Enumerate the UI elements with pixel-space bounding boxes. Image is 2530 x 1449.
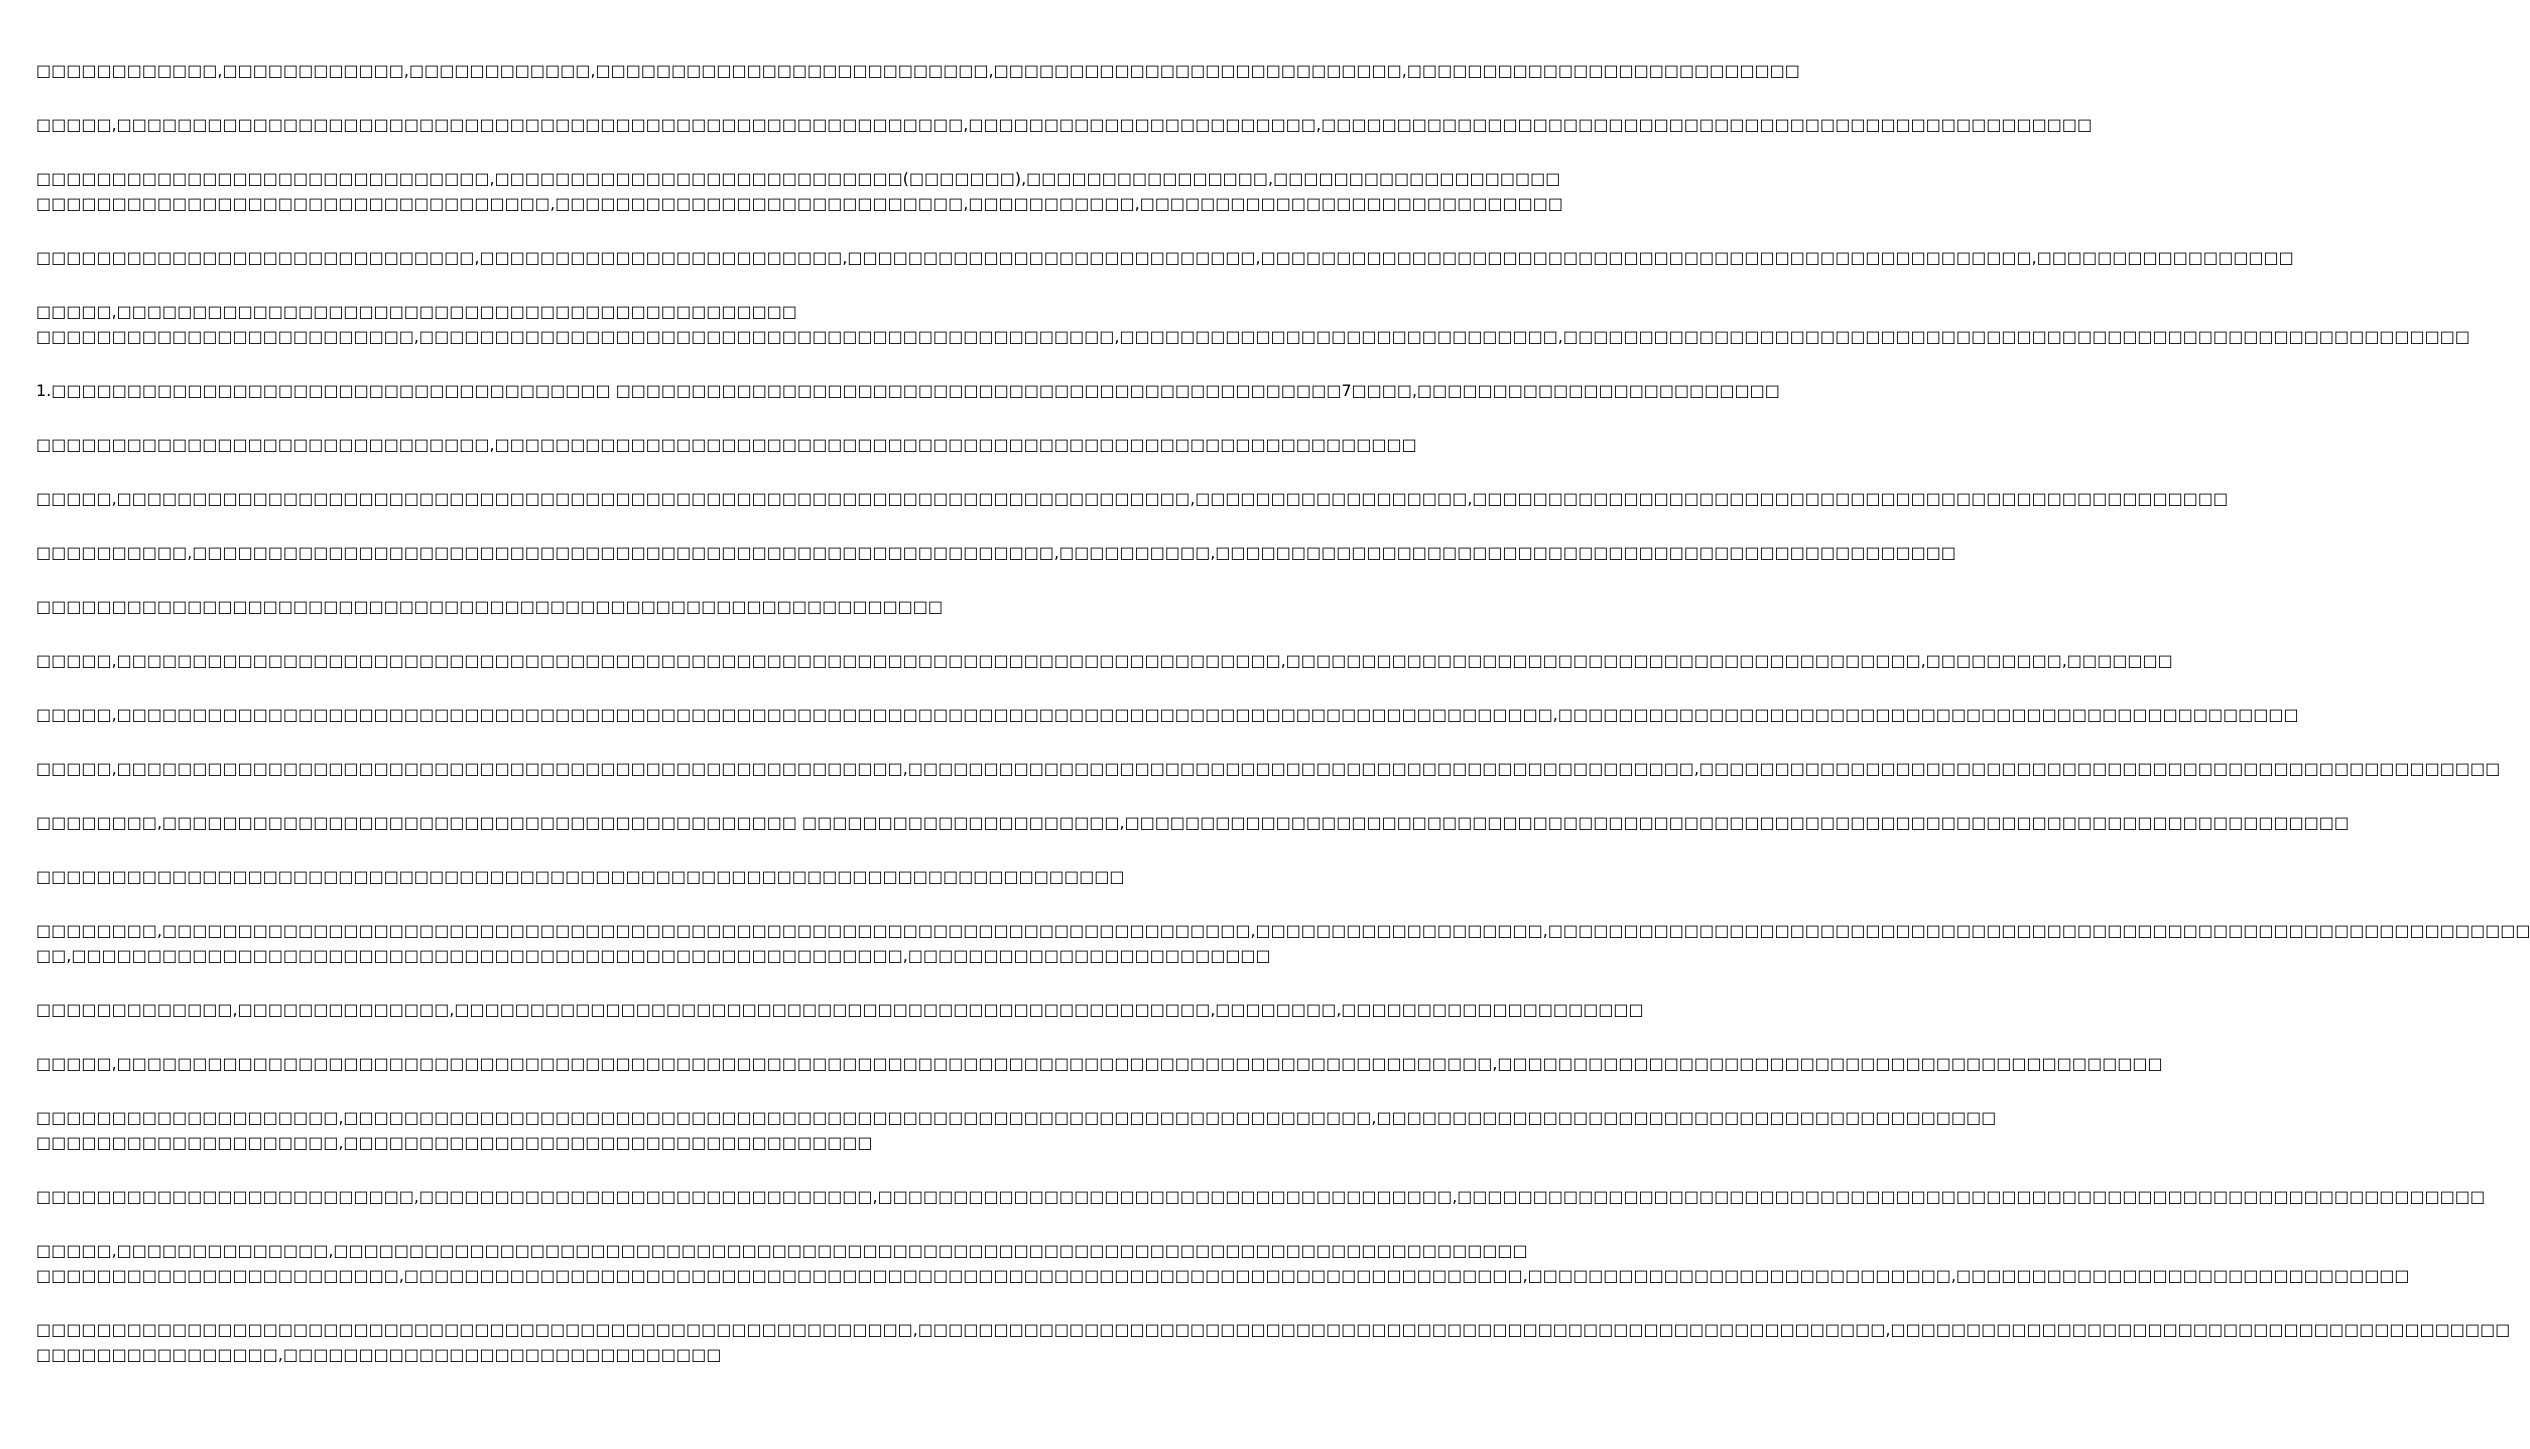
paragraph (36, 810, 2350, 835)
document-body (36, 58, 2530, 1396)
paragraph-line: □□□□□□□□□□□□□□□□□□□□□□□□□□□□□,□□□□□□□□□□□□□□□□□□□□□□□□,□□□□□□□□□□□□□□□□□□□□□□□□□□□,□□□□□□□□□□□□□□□□□□□□□□□□□□□□□□□□□□□□□□□□□□□□□□□□□□□,□□□□□□□□□□□□□□□□□ (36, 248, 2294, 267)
paragraph (36, 594, 990, 619)
paragraph (36, 540, 1957, 565)
paragraph-line: □□□□□□□□□□□□□□□□□□□□,□□□□□□□□□□□□□□□□□□□□□□□□□□□□□□□□□□□□□□□□□□□□□□□□□□□□□□□□□□□□□□□□□□□□,□□□□□□□□□□□□□□□□□□□□□□□□□□□□□□□□□□□□□□□□□ (36, 1108, 1997, 1127)
paragraph-line: □□□□□□□□□□□□□□□□□□□□□□□□,□□□□□□□□□□□□□□□□□□□□□□□□□□□□□□□□□□□□□□□□□□□□□□□□□□□□□□□□□□□□□□□□□□□□□□□□□□,□□□□□□□□□□□□□□□□□□□□□□□□□□□□,□□□□□□□□□□□□□□□□□□□□□□□□□□□□□□ (36, 1266, 2410, 1285)
paragraph-line: □□□□□□□□,□□□□□□□□□□□□□□□□□□□□□□□□□□□□□□□□□□□□□□□□□□ □□□□□□□□□□□□□□□□□□□□□,□□□□□□□□□□□□□□□□□□□□□□□□□□□□□□□□□□□□□□□□□□□□□□□□□□□□□□□□□□□□□□□□□□□□□□□□□□□□□□□□□ (36, 813, 2350, 832)
paragraph (36, 918, 2530, 968)
paragraph-line: □□□□□□□□□□,□□□□□□□□□□□□□□□□□□□□□□□□□□□□□□□□□□□□□□□□□□□□□□□□□□□□□□□□□,□□□□□□□□□□,□□□□□□□□□□□□□□□□□□□□□□□□□□□□□□□□□□□□□□□□□□□□□□□□□ (36, 543, 1957, 562)
paragraph (36, 702, 2299, 727)
paragraph-line: □□□□□□□□□□□□□□□□,□□□□□□□□□□□□□□□□□□□□□□□□□□□□□ (36, 1345, 722, 1364)
paragraph (36, 1184, 2486, 1209)
paragraph-line: □□□□□,□□□□□□□□□□□□□□□□□□□□□□□□□□□□□□□□□□□□□□□□□□□□□□□□□□□□□□□□□□□□□□□□□□□□□□□□□□□□□□□□□□□□□□□□□□□□□□□,□□□□□□□□□□□□□□□□□□□□□□□□□□□□□□□□□□□□□□□□□□□□□□□□□ (36, 705, 2299, 724)
paragraph (36, 432, 1417, 457)
paragraph (36, 245, 2294, 270)
paragraph-line: □□□□□□□□□□□□□□□□□□□□□□□□□,□□□□□□□□□□□□□□□□□□□□□□□□□□□□□□,□□□□□□□□□□□□□□□□□□□□□□□□□□□□□□□□□□□□□□,□□□□□□□□□□□□□□□□□□□□□□□□□□□□□□□□□□□□□□□□□□□□□□□□□□□□□□□□□□□□□□□□□□□□ (36, 1187, 2486, 1206)
paragraph (36, 378, 1780, 403)
paragraph (36, 1105, 1997, 1155)
paragraph-line: □□□□□□□□,□□□□□□□□□□□□□□□□□□□□□□□□□□□□□□□□□□□□□□□□□□□□□□□□□□□□□□□□□□□□□□□□□□□□□□□□,□□□□□□□□□□□□□□□□□□□,□□□□□□□□□□□□□□□□□□□□□□□□□□□□□□□□□□□□□□□□□□□□□□□□□□□□□□□□□□□□□□□□□ (36, 921, 2530, 940)
paragraph-line: □□□□□,□□□□□□□□□□□□□□□□□□□□□□□□□□□□□□□□□□□□□□□□□□□□□□□□□□□□□□□□□□□□□□□□□□□□□□□□□□□□□,□□□□□□□□□□□□□□□□□□□□□□□□□□□□□□□□□□□□□□□□□□,□□□□□□□□□,□□□□□□□ (36, 651, 2173, 670)
paragraph (36, 486, 2229, 511)
paragraph-line: □□□□□□□□□□□□□□□□□□□□□□□□□□□□□□□□□□□□□□□□□□□□□□□□□□□□□□□□□□,□□□□□□□□□□□□□□□□□□□□□□□□□□□□□□□□□□□□□□□□□□□□□□□□□□□□□□□□□□□□□□□□,□□□□□□□□□□□□□□□□□□□□□□□□□□□□□□□□□□□□□□□□□ (36, 1320, 2511, 1339)
paragraph (36, 1317, 2511, 1367)
paragraph-line: 1.□□□□□□□□□□□□□□□□□□□□□□□□□□□□□□□□□□□□□ □□□□□□□□□□□□□□□□□□□□□□□□□□□□□□□□□□□□□□□□□□□□□□□□7□□□□,□□□□□□□□□□□□□□□□□□□□□□□□ (36, 381, 1780, 400)
paragraph-line: □□□□□,□□□□□□□□□□□□□□□□□□□□□□□□□□□□□□□□□□□□□□□□□□□□□□□□□□□□,□□□□□□□□□□□□□□□□□□□□□□□□□□□□□□□□□□□□□□□□□□□□□□□□□□□□,□□□□□□□□□□□□□□□□□□□□□□□□□□□□□□□□□□□□□□□□□□□□□□□□□□□□□ (36, 759, 2501, 778)
paragraph (36, 756, 2501, 781)
paragraph-line: □□□□□,□□□□□□□□□□□□□□□□□□□□□□□□□□□□□□□□□□□□□□□□□□□□□□□□□□□□□□□□□□□□□□□□□□□□□□□□□□□□□□□□□□□□□□□□□□□,□□□□□□□□□□□□□□□□□□□□□□□□□□□□□□□□□□□□□□□□□□□□ (36, 1054, 2163, 1073)
paragraph (36, 58, 1800, 83)
paragraph (36, 166, 1563, 216)
paragraph (36, 997, 1644, 1022)
paragraph (36, 864, 1125, 889)
paragraph (36, 1238, 2410, 1288)
paragraph-line: □□□□□,□□□□□□□□□□□□□□□□□□□□□□□□□□□□□□□□□□□□□□□□□□□□□□□□□□□□□□□□,□□□□□□□□□□□□□□□□□□□□□□□,□□□□□□□□□□□□□□□□□□□□□□□□□□□□□□□□□□□□□□□□□□□□□□□□□□□ (36, 115, 2093, 134)
paragraph-line: □□□□□,□□□□□□□□□□□□□□□□□□□□□□□□□□□□□□□□□□□□□□□□□□□□□□□□□□□□□□□□□□□□□□□□□□□□□□□,□□□□□□□□□□□□□□□□□□,□□□□□□□□□□□□□□□□□□□□□□□□□□□□□□□□□□□□□□□□□□□□□□□□□□ (36, 489, 2229, 508)
paragraph-line: □□□□□□□□□□□□,□□□□□□□□□□□□,□□□□□□□□□□□□,□□□□□□□□□□□□□□□□□□□□□□□□□□,□□□□□□□□□□□□□□□□□□□□□□□□□□□,□□□□□□□□□□□□□□□□□□□□□□□□□□ (36, 61, 1800, 80)
paragraph-line: □□□□□,□□□□□□□□□□□□□□,□□□□□□□□□□□□□□□□□□□□□□□□□□□□□□□□□□□□□□□□□□□□□□□□□□□□□□□□□□□□□□□□□□□□□□□□□□□□□□□ (36, 1241, 1528, 1260)
paragraph-line: □□□□□□□□□□□□□□□□□□□□□□□□□□□□□□□□□□,□□□□□□□□□□□□□□□□□□□□□□□□□□□,□□□□□□□□□□□,□□□□□□□□□□□□□□□□□□□□□□□□□□□□ (36, 194, 1563, 213)
paragraph (36, 1051, 2163, 1076)
paragraph-line: □□□□□□□□□□□□□□□□□□□□□□□□□□□□□□,□□□□□□□□□□□□□□□□□□□□□□□□□□□(□□□□□□□),□□□□□□□□□□□□□□□□,□□□□□□□□□□□□□□□□□□□ (36, 169, 1561, 188)
paragraph-line: □□□□□□□□□□□□□□□□□□□□□□□□□,□□□□□□□□□□□□□□□□□□□□□□□□□□□□□□□□□□□□□□□□□□□□□□,□□□□□□□□□□□□□□□□□□□□□□□□□□□□□,□□□□□□□□□□□□□□□□□□□□□□□□□□□□□□□□□□□□□□□□□□□□□□□□□□□□□□□□□□□□ (36, 327, 2471, 346)
paragraph-line: □□□□□□□□□□□□□,□□□□□□□□□□□□□□,□□□□□□□□□□□□□□□□□□□□□□□□□□□□□□□□□□□□□□□□□□□□□□□□□□,□□□□□□□□,□□□□□□□□□□□□□□□□□□□□ (36, 1000, 1644, 1019)
paragraph-line: □□□□□□□□□□□□□□□□□□□□□□□□□□□□□□,□□□□□□□□□□□□□□□□□□□□□□□□□□□□□□□□□□□□□□□□□□□□□□□□□□□□□□□□□□□□□ (36, 435, 1417, 454)
paragraph-line: □□□□□,□□□□□□□□□□□□□□□□□□□□□□□□□□□□□□□□□□□□□□□□□□□□□ (36, 302, 797, 321)
paragraph-line: □□□□□□□□□□□□□□□□□□□□□□□□□□□□□□□□□□□□□□□□□□□□□□□□□□□□□□□□□□□□□□□□□□□□□□□□ (36, 867, 1125, 886)
paragraph-line: □□□□□□□□□□□□□□□□□□□□□□□□□□□□□□□□□□□□□□□□□□□□□□□□□□□□□□□□□□□□ (36, 597, 944, 616)
paragraph-line: □□,□□□□□□□□□□□□□□□□□□□□□□□□□□□□□□□□□□□□□□□□□□□□□□□□□□□□□□□,□□□□□□□□□□□□□□□□□□□□□□□□ (36, 946, 1271, 965)
paragraph (36, 299, 2471, 349)
paragraph (36, 648, 2173, 673)
paragraph-line: □□□□□□□□□□□□□□□□□□□□,□□□□□□□□□□□□□□□□□□□□□□□□□□□□□□□□□□□ (36, 1133, 873, 1152)
paragraph (36, 112, 2093, 137)
